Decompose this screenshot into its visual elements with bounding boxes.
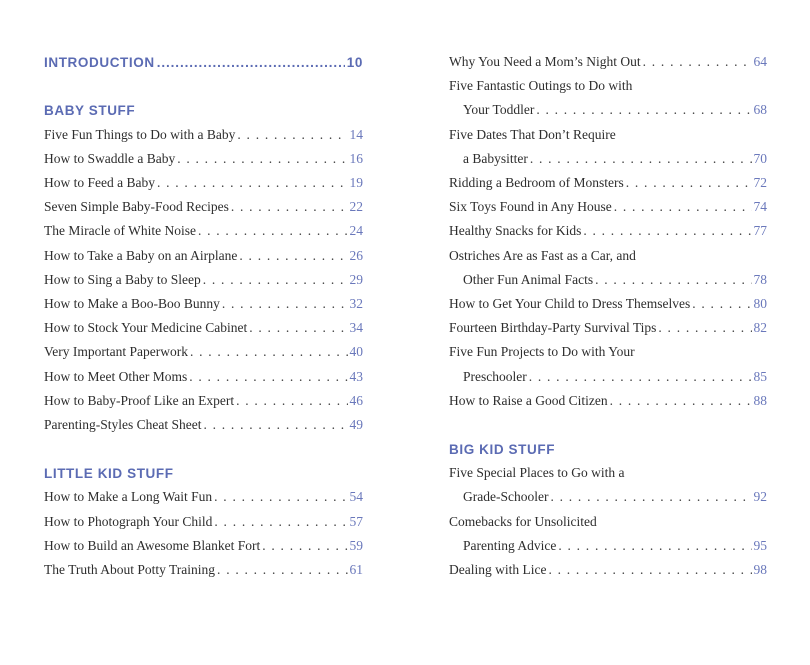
toc-left-column — [44, 50, 363, 582]
dot-leader — [550, 489, 751, 505]
toc-entry[interactable] — [449, 316, 767, 340]
toc-entry-title: Five Fun Things to Do with a Baby — [44, 126, 236, 142]
toc-entry-title: Five Dates That Don’t Require — [449, 126, 616, 142]
dot-leader — [548, 562, 751, 578]
toc-entry[interactable] — [44, 389, 363, 413]
toc-page-number: 10 — [346, 54, 363, 70]
toc-page-number: 29 — [349, 271, 363, 287]
toc-page-number: 16 — [349, 150, 363, 166]
toc-entry[interactable] — [44, 413, 363, 437]
toc-entry-title: The Truth About Potty Training — [44, 562, 216, 578]
section-heading-label: LITTLE KID STUFF — [44, 465, 174, 481]
toc-page-number: 46 — [349, 392, 363, 408]
toc-entry[interactable] — [44, 510, 363, 534]
dot-leader — [177, 151, 347, 167]
toc-entry[interactable] — [44, 244, 363, 268]
toc-entry[interactable] — [44, 292, 363, 316]
toc-page-number: 49 — [349, 416, 363, 432]
toc-entry-continuation[interactable] — [449, 147, 767, 171]
toc-entry-title: Ridding a Bedroom of Monsters — [449, 175, 624, 191]
dot-leader — [217, 562, 347, 578]
toc-entry-title: Fourteen Birthday-Party Survival Tips — [449, 320, 657, 336]
toc-entry-title: Ostriches Are as Fast as a Car, and — [449, 247, 636, 263]
toc-entry-title: How to Photograph Your Child — [44, 513, 213, 529]
toc-entry-title: How to Take a Baby on an Airplane — [44, 247, 238, 263]
toc-entry-continuation[interactable] — [449, 268, 767, 292]
dot-leader — [583, 223, 751, 239]
dot-leader — [237, 127, 347, 143]
toc-entry[interactable] — [449, 292, 767, 316]
toc-page-number: 92 — [753, 489, 767, 505]
toc-entry-continuation[interactable] — [449, 485, 767, 509]
dot-leader — [222, 296, 348, 312]
toc-introduction[interactable] — [44, 50, 363, 74]
section-heading-little-kid-stuff — [44, 461, 363, 485]
toc-list-little-kid-stuff-continued — [449, 50, 767, 413]
toc-entry[interactable] — [44, 147, 363, 171]
toc-entry[interactable] — [449, 244, 767, 268]
section-heading-baby-stuff — [44, 98, 363, 122]
toc-page-number: 54 — [349, 489, 363, 505]
dot-leader — [214, 489, 347, 505]
dot-leader — [231, 199, 348, 215]
toc-entry-title: Five Fun Projects to Do with Your — [449, 344, 635, 360]
toc-entry-title: How to Build an Awesome Blanket Fort — [44, 537, 261, 553]
toc-entry[interactable] — [44, 219, 363, 243]
toc-entry-title-continued: Your Toddler — [463, 102, 535, 118]
toc-entry[interactable] — [44, 195, 363, 219]
dot-leader — [239, 248, 347, 264]
section-heading-label: BIG KID STUFF — [449, 441, 556, 457]
dot-leader — [643, 54, 752, 70]
toc-page-number: 43 — [349, 368, 363, 384]
toc-entry[interactable] — [44, 364, 363, 388]
section-heading-big-kid-stuff — [449, 437, 767, 461]
toc-page-number: 70 — [753, 150, 767, 166]
dot-leader — [236, 393, 347, 409]
toc-page-number: 14 — [349, 126, 363, 142]
toc-list-baby-stuff — [44, 123, 363, 437]
toc-entry[interactable] — [449, 219, 767, 243]
toc-entry[interactable] — [44, 268, 363, 292]
toc-entry[interactable] — [449, 510, 767, 534]
toc-entry-continuation[interactable] — [449, 98, 767, 122]
toc-entry-title: Why You Need a Mom’s Night Out — [449, 54, 641, 70]
toc-entry-title: How to Raise a Good Citizen — [449, 392, 608, 408]
toc-entry-title: How to Swaddle a Baby — [44, 150, 176, 166]
toc-page-number: 34 — [349, 320, 363, 336]
toc-page-number: 82 — [753, 320, 767, 336]
dot-leader — [262, 538, 347, 554]
toc-page-number: 19 — [349, 175, 363, 191]
toc-entry-title: Six Toys Found in Any House — [449, 199, 612, 215]
toc-entry[interactable] — [449, 195, 767, 219]
toc-page-number: 26 — [349, 247, 363, 263]
dot-leader — [190, 344, 348, 360]
toc-page-number: 77 — [753, 223, 767, 239]
toc-entry-title-continued: Preschooler — [463, 368, 527, 384]
dot-leader — [157, 175, 348, 191]
dot-leader — [536, 102, 751, 118]
toc-page-number: 40 — [349, 344, 363, 360]
dot-leader — [610, 393, 752, 409]
toc-introduction-label: INTRODUCTION — [44, 54, 155, 70]
toc-entry-title-continued: a Babysitter — [463, 150, 528, 166]
dot-leader — [626, 175, 752, 191]
toc-entry[interactable] — [44, 558, 363, 582]
toc-page-number: 32 — [349, 295, 363, 311]
toc-page-number: 72 — [753, 175, 767, 191]
toc-entry-title: How to Stock Your Medicine Cabinet — [44, 320, 248, 336]
toc-entry-title-continued: Parenting Advice — [463, 537, 557, 553]
toc-entry[interactable] — [449, 74, 767, 98]
toc-entry-title: Healthy Snacks for Kids — [449, 223, 582, 239]
toc-entry-title: Parenting-Styles Cheat Sheet — [44, 416, 202, 432]
dot-leader — [529, 369, 752, 385]
toc-entry-title-continued: Grade-Schooler — [463, 489, 549, 505]
toc-page-number: 22 — [349, 199, 363, 215]
dot-leader — [157, 55, 345, 70]
toc-page-number: 85 — [753, 368, 767, 384]
dot-leader — [189, 369, 347, 385]
dot-leader — [614, 199, 752, 215]
dot-leader — [658, 320, 751, 336]
toc-entry[interactable] — [449, 461, 767, 485]
toc-page-number: 80 — [753, 295, 767, 311]
toc-entry[interactable] — [449, 340, 767, 364]
toc-entry[interactable] — [449, 389, 767, 413]
toc-entry-title: How to Sing a Baby to Sleep — [44, 271, 201, 287]
dot-leader — [203, 417, 347, 433]
toc-entry[interactable] — [449, 558, 767, 582]
toc-entry-title: Seven Simple Baby-Food Recipes — [44, 199, 229, 215]
toc-entry[interactable] — [44, 171, 363, 195]
toc-page-number: 57 — [349, 513, 363, 529]
toc-entry-title: The Miracle of White Noise — [44, 223, 196, 239]
toc-entry-title: Very Important Paperwork — [44, 344, 188, 360]
toc-entry-title: How to Baby-Proof Like an Expert — [44, 392, 235, 408]
toc-entry[interactable] — [44, 534, 363, 558]
toc-entry-title: How to Make a Boo-Boo Bunny — [44, 295, 220, 311]
toc-entry-title: Dealing with Lice — [449, 562, 547, 578]
dot-leader — [530, 151, 752, 167]
dot-leader — [249, 320, 347, 336]
toc-entry[interactable] — [44, 123, 363, 147]
toc-entry-title: Five Special Places to Go with a — [449, 465, 625, 481]
toc-page-number: 24 — [349, 223, 363, 239]
toc-entry-title: How to Get Your Child to Dress Themselves — [449, 295, 691, 311]
toc-list-big-kid-stuff — [449, 461, 767, 582]
toc-page-number: 88 — [753, 392, 767, 408]
dot-leader — [558, 538, 751, 554]
toc-entry[interactable] — [449, 50, 767, 74]
toc-page-number: 64 — [753, 54, 767, 70]
toc-page-number: 95 — [753, 537, 767, 553]
toc-page-number: 78 — [753, 271, 767, 287]
toc-entry-title: Comebacks for Unsolicited — [449, 513, 597, 529]
toc-list-little-kid-stuff — [44, 485, 363, 582]
toc-entry[interactable] — [449, 171, 767, 195]
toc-page-number: 74 — [753, 199, 767, 215]
toc-right-column — [449, 50, 767, 582]
toc-page-number: 59 — [349, 537, 363, 553]
toc-entry-title: Five Fantastic Outings to Do with — [449, 78, 633, 94]
toc-entry-continuation[interactable] — [449, 364, 767, 388]
toc-entry[interactable] — [44, 340, 363, 364]
toc-entry-title-continued: Other Fun Animal Facts — [463, 271, 594, 287]
toc-entry-title: How to Make a Long Wait Fun — [44, 489, 213, 505]
toc-page-number: 68 — [753, 102, 767, 118]
toc-entry-title: How to Meet Other Moms — [44, 368, 188, 384]
toc-entry-title: How to Feed a Baby — [44, 175, 155, 191]
toc-page-number: 61 — [349, 562, 363, 578]
dot-leader — [692, 296, 751, 312]
dot-leader — [214, 514, 347, 530]
dot-leader — [198, 223, 348, 239]
toc-entry[interactable] — [449, 123, 767, 147]
dot-leader — [203, 272, 348, 288]
dot-leader — [595, 272, 751, 288]
toc-entry-continuation[interactable] — [449, 534, 767, 558]
toc-page-number: 98 — [753, 562, 767, 578]
section-heading-label: BABY STUFF — [44, 102, 136, 118]
toc-entry[interactable] — [44, 485, 363, 509]
toc-entry[interactable] — [44, 316, 363, 340]
